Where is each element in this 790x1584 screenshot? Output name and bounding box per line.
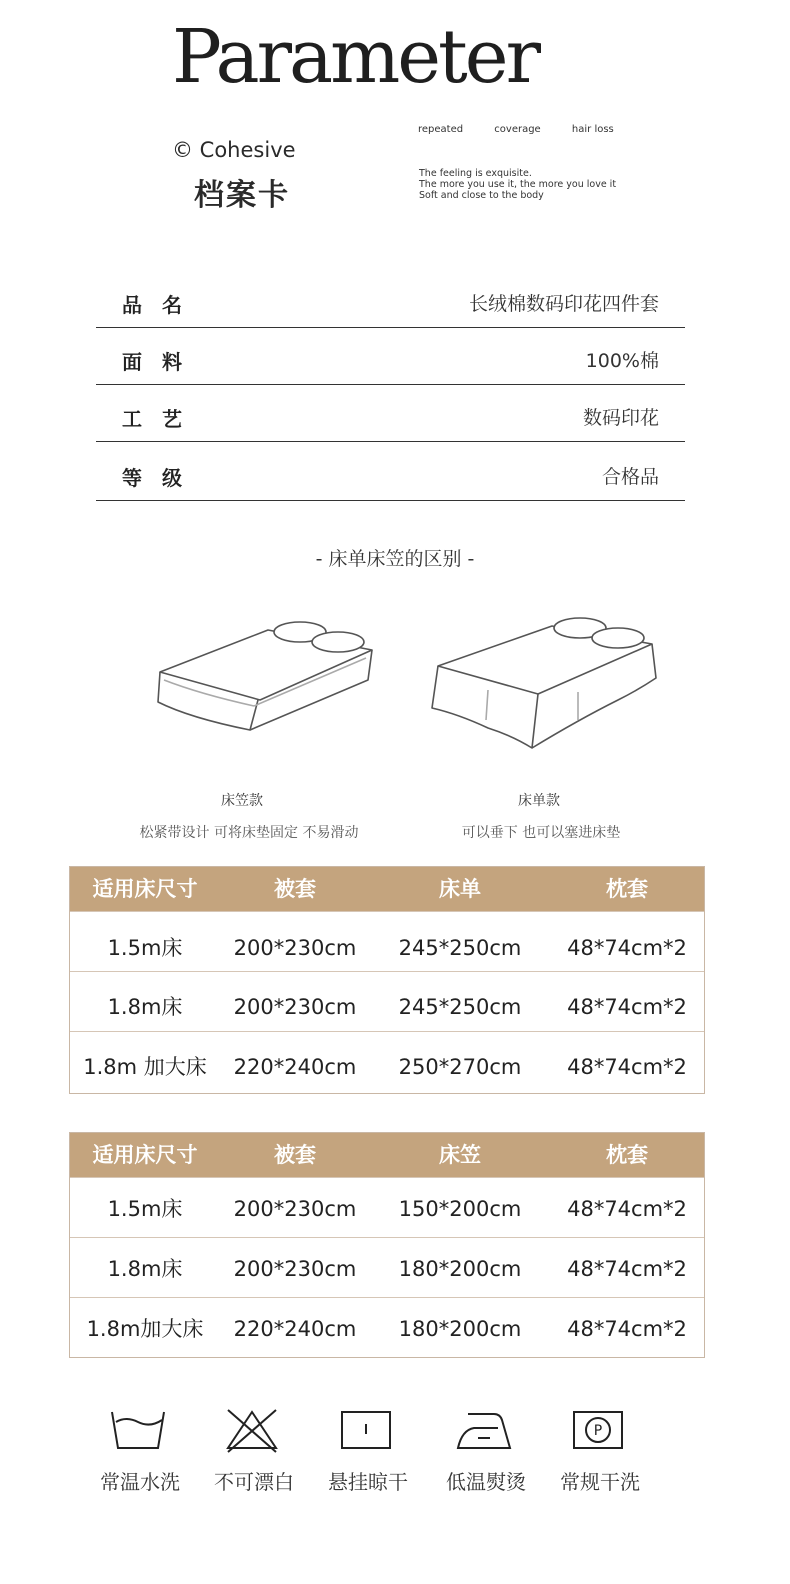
tag-coverage: coverage: [494, 124, 541, 135]
param-value: 100%棉: [585, 350, 659, 372]
tag-repeated: repeated: [418, 124, 464, 135]
table-cell: 1.8m床: [107, 1257, 183, 1281]
param-row-name: [96, 271, 685, 328]
size-table-fitted-sheet: [69, 1132, 705, 1358]
table-cell: 245*250cm: [398, 995, 522, 1019]
dry-clean-icon: [568, 1406, 628, 1456]
header-cell: 枕套: [606, 1143, 648, 1167]
table-cell: 200*230cm: [233, 995, 357, 1019]
care-label: 常温水洗: [100, 1470, 180, 1494]
svg-text:P: P: [593, 1423, 603, 1439]
param-row-craft: [96, 385, 685, 442]
table-row: [70, 971, 704, 1031]
table-cell: 245*250cm: [398, 936, 522, 960]
table-cell: 220*240cm: [233, 1317, 357, 1341]
feature-tags: [418, 124, 642, 135]
header-cell: 适用床尺寸: [92, 877, 198, 901]
table-row: [70, 1297, 704, 1357]
care-label: 常规干洗: [560, 1470, 640, 1494]
table-row: [70, 1237, 704, 1297]
fitted-caption: 床笠款: [221, 793, 263, 809]
table-cell: 48*74cm*2: [567, 1317, 687, 1341]
table-cell: 200*230cm: [233, 936, 357, 960]
tagline: [419, 168, 616, 201]
care-label: 低温熨烫: [446, 1470, 526, 1494]
size-table-flat-sheet: [69, 866, 705, 1094]
table-cell: 200*230cm: [233, 1257, 357, 1281]
header-cell: 被套: [274, 877, 316, 901]
param-value: 合格品: [601, 466, 659, 488]
table-cell: 48*74cm*2: [567, 936, 687, 960]
param-value: 长绒棉数码印花四件套: [468, 293, 659, 315]
tag-hair-loss: hair loss: [571, 124, 614, 135]
table-cell: 180*200cm: [398, 1257, 522, 1281]
header-cell: 床单: [439, 877, 481, 901]
section-title: - 床单床笠的区别 -: [315, 548, 475, 570]
header-cell: 适用床尺寸: [92, 1143, 198, 1167]
table-cell: 250*270cm: [398, 1055, 522, 1079]
flat-sheet-illustration: [428, 610, 664, 750]
tagline-line: The feeling is exquisite.: [419, 168, 532, 179]
param-label: 工艺: [122, 407, 202, 431]
table-cell: 48*74cm*2: [567, 995, 687, 1019]
table-cell: 48*74cm*2: [567, 1055, 687, 1079]
param-value: 数码印花: [582, 407, 659, 429]
param-label: 品名: [122, 293, 202, 317]
table-cell: 1.8m 加大床: [83, 1055, 207, 1079]
fitted-description: 松紧带设计 可将床垫固定 不易滑动: [139, 825, 359, 841]
flat-description: 可以垂下 也可以塞进床垫: [461, 825, 621, 841]
card-label: 档案卡: [194, 178, 290, 213]
param-label: 等级: [122, 466, 202, 490]
care-label: 悬挂晾干: [328, 1470, 408, 1494]
flat-caption: 床单款: [518, 793, 560, 809]
param-label: 面料: [122, 350, 202, 374]
table-cell: 1.8m加大床: [86, 1317, 204, 1341]
wash-basin-icon: [108, 1406, 168, 1456]
low-iron-icon: [454, 1406, 514, 1456]
fitted-sheet-illustration: [150, 610, 380, 740]
care-label: 不可漂白: [214, 1470, 294, 1494]
header-cell: 床笠: [439, 1143, 481, 1167]
table-cell: 150*200cm: [398, 1197, 522, 1221]
table-cell: 200*230cm: [233, 1197, 357, 1221]
param-row-fabric: [96, 328, 685, 385]
no-bleach-icon: [222, 1406, 282, 1456]
table-cell: 1.5m床: [107, 936, 183, 960]
tagline-line: The more you use it, the more you love it: [419, 179, 617, 190]
table-header: [70, 1133, 704, 1177]
table-cell: 220*240cm: [233, 1055, 357, 1079]
header-cell: 被套: [274, 1143, 316, 1167]
table-cell: 1.8m床: [107, 995, 183, 1019]
table-row: [70, 1177, 704, 1237]
tagline-line: Soft and close to the body: [419, 190, 544, 201]
table-cell: 48*74cm*2: [567, 1257, 687, 1281]
table-header: [70, 867, 704, 911]
page-title: Parameter: [172, 14, 538, 100]
table-cell: 48*74cm*2: [567, 1197, 687, 1221]
table-cell: 1.5m床: [107, 1197, 183, 1221]
brand-name: © Cohesive: [172, 138, 296, 162]
hang-dry-icon: [336, 1406, 396, 1456]
param-row-grade: [96, 444, 685, 501]
table-row: [70, 1031, 704, 1093]
header-cell: 枕套: [606, 877, 648, 901]
table-cell: 180*200cm: [398, 1317, 522, 1341]
table-row: [70, 911, 704, 971]
